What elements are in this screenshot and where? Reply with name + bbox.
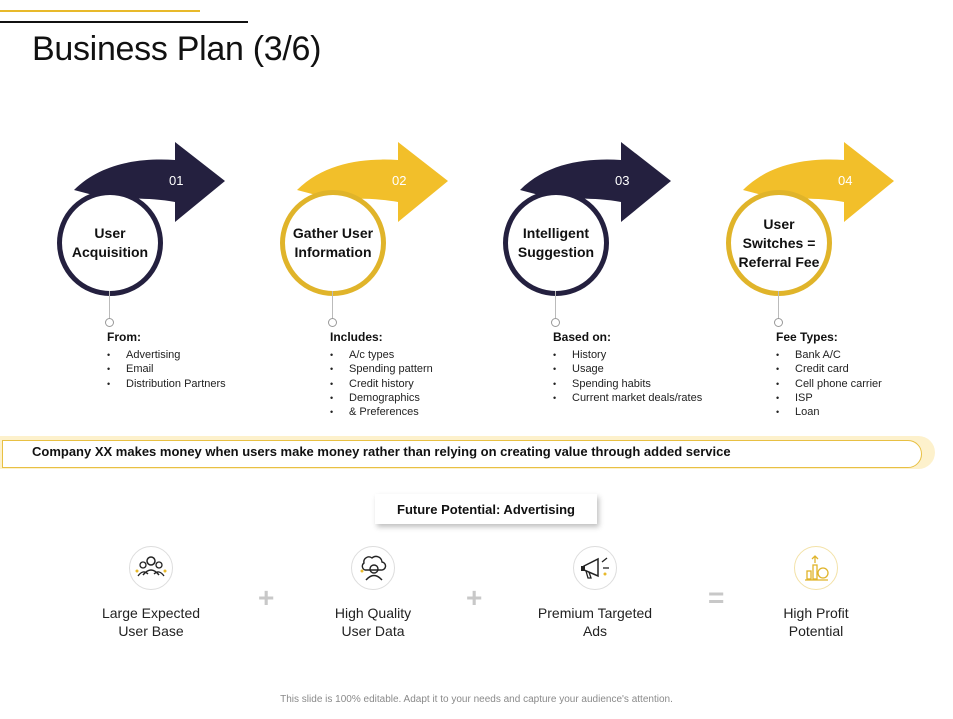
step-list — [553, 348, 702, 405]
list-item: • Demographics — [330, 391, 433, 405]
connector-dot — [774, 318, 783, 327]
step-title-line: Gather User — [292, 225, 374, 241]
page-title: Business Plan (3/6) — [32, 30, 322, 68]
step-title-line: Switches = — [742, 234, 816, 251]
step-list-heading: From: — [107, 330, 141, 344]
step-list-heading: Includes: — [330, 330, 383, 344]
step-user-acquisition — [57, 140, 247, 440]
equals-operator: = — [708, 582, 725, 613]
users-group-icon — [129, 546, 173, 590]
plus-operator: + — [466, 582, 483, 613]
step-circle — [726, 190, 832, 296]
step-title-line: Information — [294, 244, 372, 260]
step-list — [330, 348, 433, 419]
connector-line — [109, 291, 110, 319]
profit-growth-icon — [794, 546, 838, 590]
banner-text: Company XX makes money when users make money rather than relying on creating value through added service — [32, 444, 731, 459]
step-gather-user-information — [280, 140, 470, 440]
list-item: • A/c types — [330, 348, 433, 362]
future-item-label: Potential — [788, 623, 844, 639]
step-number: 01 — [169, 173, 184, 188]
list-item: • Current market deals/rates — [553, 391, 702, 405]
future-item-label: User Base — [118, 623, 184, 639]
step-title-line: User — [763, 215, 795, 232]
connector-line — [778, 291, 779, 319]
connector-dot — [328, 318, 337, 327]
step-title-line: Acquisition — [71, 244, 149, 260]
list-item: • Spending habits — [553, 377, 702, 391]
step-number: 04 — [838, 173, 853, 188]
list-item: • Advertising — [107, 348, 226, 362]
step-intelligent-suggestion — [503, 140, 703, 440]
future-item-label: Large Expected — [101, 605, 201, 621]
future-potential-title: Future Potential: Advertising — [375, 494, 597, 524]
step-circle — [280, 190, 386, 296]
future-item-label: High Quality — [334, 605, 412, 621]
plus-operator: + — [258, 582, 275, 613]
list-item: • Spending pattern — [330, 362, 433, 376]
connector-line — [555, 291, 556, 319]
future-item-label: High Profit — [783, 605, 849, 621]
step-number: 03 — [615, 173, 630, 188]
list-item: • & Preferences — [330, 405, 433, 419]
connector-dot — [105, 318, 114, 327]
step-list — [776, 348, 882, 419]
future-item-targeted-ads — [515, 546, 675, 640]
step-list-heading: Based on: — [553, 330, 612, 344]
step-number: 02 — [392, 173, 407, 188]
list-item: • Usage — [553, 362, 702, 376]
future-item-label: Ads — [582, 623, 608, 639]
future-item-user-base — [71, 546, 231, 640]
future-item-label: User Data — [341, 623, 405, 639]
step-title-line: Suggestion — [517, 244, 595, 260]
connector-line — [332, 291, 333, 319]
connector-dot — [551, 318, 560, 327]
step-circle — [57, 190, 163, 296]
list-item: • Bank A/C — [776, 348, 882, 362]
footer-note: This slide is 100% editable. Adapt it to your needs and capture your audience's attention. — [280, 694, 673, 705]
list-item: • Distribution Partners — [107, 377, 226, 391]
list-item: • Loan — [776, 405, 882, 419]
step-list — [107, 348, 226, 391]
accent-line-gold — [0, 10, 200, 12]
list-item: • Email — [107, 362, 226, 376]
list-item: • Credit card — [776, 362, 882, 376]
step-title-line: User — [94, 225, 126, 241]
megaphone-icon — [573, 546, 617, 590]
step-referral-fee — [726, 140, 916, 440]
step-circle — [503, 190, 609, 296]
step-list-heading: Fee Types: — [776, 330, 838, 344]
future-item-high-profit — [736, 546, 896, 640]
step-title-line: Referral Fee — [738, 253, 820, 270]
list-item: • History — [553, 348, 702, 362]
user-data-icon — [351, 546, 395, 590]
list-item: • Credit history — [330, 377, 433, 391]
list-item: • ISP — [776, 391, 882, 405]
step-title-line: Intelligent — [522, 225, 590, 241]
list-item: • Cell phone carrier — [776, 377, 882, 391]
future-item-user-data — [293, 546, 453, 640]
accent-line-dark — [0, 21, 248, 23]
future-item-label: Premium Targeted — [537, 605, 653, 621]
